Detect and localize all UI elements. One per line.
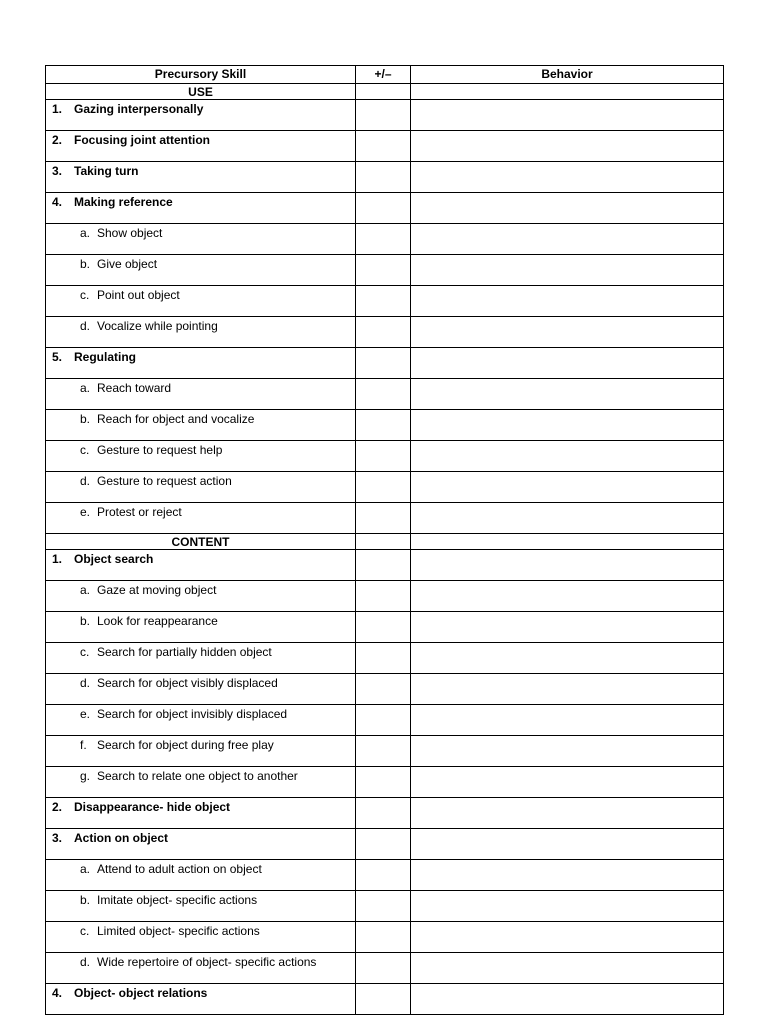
- item-marker: f.: [80, 738, 87, 752]
- empty-cell: [356, 534, 411, 550]
- item-marker: b.: [80, 412, 91, 426]
- skill-label: Search for object during free play: [97, 738, 274, 752]
- behavior-cell[interactable]: [411, 829, 724, 860]
- skill-label: Gaze at moving object: [97, 583, 217, 597]
- table-row: [46, 472, 724, 503]
- table-row: [46, 643, 724, 674]
- skill-label: Search for object invisibly displaced: [97, 707, 288, 721]
- item-marker: b.: [80, 614, 91, 628]
- plus-minus-cell[interactable]: [356, 767, 411, 798]
- behavior-cell[interactable]: [411, 767, 724, 798]
- table-row: [46, 410, 724, 441]
- behavior-cell[interactable]: [411, 674, 724, 705]
- skill-label: Gazing interpersonally: [74, 102, 204, 116]
- skill-label: Wide repertoire of object- specific actions: [97, 955, 317, 969]
- item-marker: 1.: [52, 552, 63, 566]
- skill-cell: [46, 317, 356, 348]
- skill-cell: [46, 674, 356, 705]
- skill-label: Imitate object- specific actions: [97, 893, 258, 907]
- empty-cell: [411, 534, 724, 550]
- behavior-cell[interactable]: [411, 224, 724, 255]
- skill-cell: [46, 891, 356, 922]
- plus-minus-cell[interactable]: [356, 643, 411, 674]
- behavior-cell[interactable]: [411, 503, 724, 534]
- skill-cell: [46, 503, 356, 534]
- skill-label: Point out object: [97, 288, 180, 302]
- plus-minus-cell[interactable]: [356, 674, 411, 705]
- plus-minus-cell[interactable]: [356, 503, 411, 534]
- item-marker: b.: [80, 257, 91, 271]
- skill-label: Focusing joint attention: [74, 133, 210, 147]
- skill-cell: [46, 984, 356, 1015]
- plus-minus-cell[interactable]: [356, 705, 411, 736]
- behavior-cell[interactable]: [411, 736, 724, 767]
- skill-label: Search for partially hidden object: [97, 645, 272, 659]
- table-row: [46, 162, 724, 193]
- skill-cell: [46, 953, 356, 984]
- table-row: [46, 860, 724, 891]
- skill-cell: [46, 100, 356, 131]
- header-precursory-skill: Precursory Skill: [46, 66, 356, 84]
- table-row: [46, 550, 724, 581]
- table-row: [46, 379, 724, 410]
- skill-cell: [46, 131, 356, 162]
- skill-label: Show object: [97, 226, 163, 240]
- plus-minus-cell[interactable]: [356, 860, 411, 891]
- item-marker: a.: [80, 583, 91, 597]
- item-marker: 4.: [52, 986, 63, 1000]
- skill-label: Reach for object and vocalize: [97, 412, 255, 426]
- plus-minus-cell[interactable]: [356, 193, 411, 224]
- header-plus-minus: +/–: [356, 66, 411, 84]
- table-row: [46, 922, 724, 953]
- plus-minus-cell[interactable]: [356, 379, 411, 410]
- skill-label: Regulating: [74, 350, 136, 364]
- skill-cell: [46, 255, 356, 286]
- skill-cell: [46, 379, 356, 410]
- skill-label: Protest or reject: [97, 505, 182, 519]
- skill-cell: [46, 348, 356, 379]
- skill-cell: [46, 410, 356, 441]
- behavior-cell[interactable]: [411, 860, 724, 891]
- table-row: [46, 829, 724, 860]
- behavior-cell[interactable]: [411, 922, 724, 953]
- item-marker: d.: [80, 676, 91, 690]
- skill-cell: [46, 922, 356, 953]
- plus-minus-cell[interactable]: [356, 317, 411, 348]
- table-row: [46, 193, 724, 224]
- table-row: [46, 891, 724, 922]
- table-row: [46, 612, 724, 643]
- table-row: [46, 503, 724, 534]
- skill-cell: [46, 643, 356, 674]
- table-header-row: [46, 66, 724, 84]
- section-header-row: [46, 534, 724, 550]
- behavior-cell[interactable]: [411, 193, 724, 224]
- skill-cell: [46, 829, 356, 860]
- plus-minus-cell[interactable]: [356, 736, 411, 767]
- item-marker: g.: [80, 769, 91, 783]
- table-row: [46, 131, 724, 162]
- skill-cell: [46, 612, 356, 643]
- behavior-cell[interactable]: [411, 984, 724, 1015]
- plus-minus-cell[interactable]: [356, 612, 411, 643]
- item-marker: a.: [80, 862, 91, 876]
- skill-cell: [46, 224, 356, 255]
- behavior-cell[interactable]: [411, 379, 724, 410]
- item-marker: c.: [80, 288, 90, 302]
- behavior-cell[interactable]: [411, 798, 724, 829]
- section-title: USE: [46, 84, 356, 100]
- item-marker: a.: [80, 226, 91, 240]
- skill-cell: [46, 798, 356, 829]
- skill-cell: [46, 472, 356, 503]
- item-marker: c.: [80, 443, 90, 457]
- item-marker: 1.: [52, 102, 63, 116]
- skill-label: Vocalize while pointing: [97, 319, 218, 333]
- item-marker: e.: [80, 505, 91, 519]
- skill-cell: [46, 193, 356, 224]
- item-marker: d.: [80, 319, 91, 333]
- table-row: [46, 705, 724, 736]
- plus-minus-cell[interactable]: [356, 550, 411, 581]
- plus-minus-cell[interactable]: [356, 162, 411, 193]
- behavior-cell[interactable]: [411, 612, 724, 643]
- skill-cell: [46, 767, 356, 798]
- skill-label: Disappearance- hide object: [74, 800, 231, 814]
- item-marker: 3.: [52, 831, 63, 845]
- skill-label: Action on object: [74, 831, 168, 845]
- plus-minus-cell[interactable]: [356, 255, 411, 286]
- plus-minus-cell[interactable]: [356, 984, 411, 1015]
- behavior-cell[interactable]: [411, 953, 724, 984]
- plus-minus-cell[interactable]: [356, 224, 411, 255]
- behavior-cell[interactable]: [411, 643, 724, 674]
- item-marker: e.: [80, 707, 91, 721]
- plus-minus-cell[interactable]: [356, 581, 411, 612]
- skill-label: Give object: [97, 257, 158, 271]
- behavior-cell[interactable]: [411, 317, 724, 348]
- plus-minus-cell[interactable]: [356, 286, 411, 317]
- item-marker: 5.: [52, 350, 63, 364]
- skill-label: Object- object relations: [74, 986, 208, 1000]
- table-row: [46, 100, 724, 131]
- table-row: [46, 348, 724, 379]
- skill-label: Limited object- specific actions: [97, 924, 260, 938]
- table-row: [46, 953, 724, 984]
- table-body: [46, 84, 724, 1015]
- empty-cell: [356, 84, 411, 100]
- skill-cell: [46, 581, 356, 612]
- behavior-cell[interactable]: [411, 581, 724, 612]
- skill-label: Attend to adult action on object: [97, 862, 262, 876]
- skill-cell: [46, 550, 356, 581]
- skill-cell: [46, 860, 356, 891]
- skill-label: Object search: [74, 552, 154, 566]
- plus-minus-cell[interactable]: [356, 348, 411, 379]
- skill-label: Gesture to request action: [97, 474, 232, 488]
- skill-label: Making reference: [74, 195, 173, 209]
- empty-cell: [411, 84, 724, 100]
- section-header-row: [46, 84, 724, 100]
- skill-label: Look for reappearance: [97, 614, 218, 628]
- item-marker: d.: [80, 474, 91, 488]
- section-title: CONTENT: [46, 534, 356, 550]
- plus-minus-cell[interactable]: [356, 798, 411, 829]
- table-row: [46, 317, 724, 348]
- plus-minus-cell[interactable]: [356, 891, 411, 922]
- behavior-cell[interactable]: [411, 348, 724, 379]
- item-marker: c.: [80, 924, 90, 938]
- table-row: [46, 798, 724, 829]
- behavior-cell[interactable]: [411, 891, 724, 922]
- table-row: [46, 224, 724, 255]
- behavior-cell[interactable]: [411, 100, 724, 131]
- precursory-skill-table: [45, 65, 724, 1015]
- plus-minus-cell[interactable]: [356, 100, 411, 131]
- plus-minus-cell[interactable]: [356, 441, 411, 472]
- table-row: [46, 736, 724, 767]
- behavior-cell[interactable]: [411, 162, 724, 193]
- table-row: [46, 255, 724, 286]
- skill-cell: [46, 162, 356, 193]
- behavior-cell[interactable]: [411, 131, 724, 162]
- skill-cell: [46, 705, 356, 736]
- table-row: [46, 767, 724, 798]
- item-marker: c.: [80, 645, 90, 659]
- behavior-cell[interactable]: [411, 410, 724, 441]
- plus-minus-cell[interactable]: [356, 829, 411, 860]
- behavior-cell[interactable]: [411, 472, 724, 503]
- plus-minus-cell[interactable]: [356, 410, 411, 441]
- header-behavior: Behavior: [411, 66, 724, 84]
- plus-minus-cell[interactable]: [356, 472, 411, 503]
- behavior-cell[interactable]: [411, 286, 724, 317]
- plus-minus-cell[interactable]: [356, 131, 411, 162]
- behavior-cell[interactable]: [411, 255, 724, 286]
- item-marker: d.: [80, 955, 91, 969]
- skill-label: Taking turn: [74, 164, 139, 178]
- item-marker: 2.: [52, 133, 63, 147]
- item-marker: 4.: [52, 195, 63, 209]
- table-row: [46, 286, 724, 317]
- skill-cell: [46, 441, 356, 472]
- skill-cell: [46, 286, 356, 317]
- table-row: [46, 984, 724, 1015]
- skill-label: Reach toward: [97, 381, 172, 395]
- plus-minus-cell[interactable]: [356, 953, 411, 984]
- table-row: [46, 581, 724, 612]
- skill-label: Gesture to request help: [97, 443, 223, 457]
- skill-label: Search for object visibly displaced: [97, 676, 278, 690]
- table-row: [46, 441, 724, 472]
- skill-cell: [46, 736, 356, 767]
- behavior-cell[interactable]: [411, 705, 724, 736]
- item-marker: b.: [80, 893, 91, 907]
- behavior-cell[interactable]: [411, 441, 724, 472]
- item-marker: 3.: [52, 164, 63, 178]
- item-marker: 2.: [52, 800, 63, 814]
- table-row: [46, 674, 724, 705]
- skill-label: Search to relate one object to another: [97, 769, 298, 783]
- item-marker: a.: [80, 381, 91, 395]
- plus-minus-cell[interactable]: [356, 922, 411, 953]
- behavior-cell[interactable]: [411, 550, 724, 581]
